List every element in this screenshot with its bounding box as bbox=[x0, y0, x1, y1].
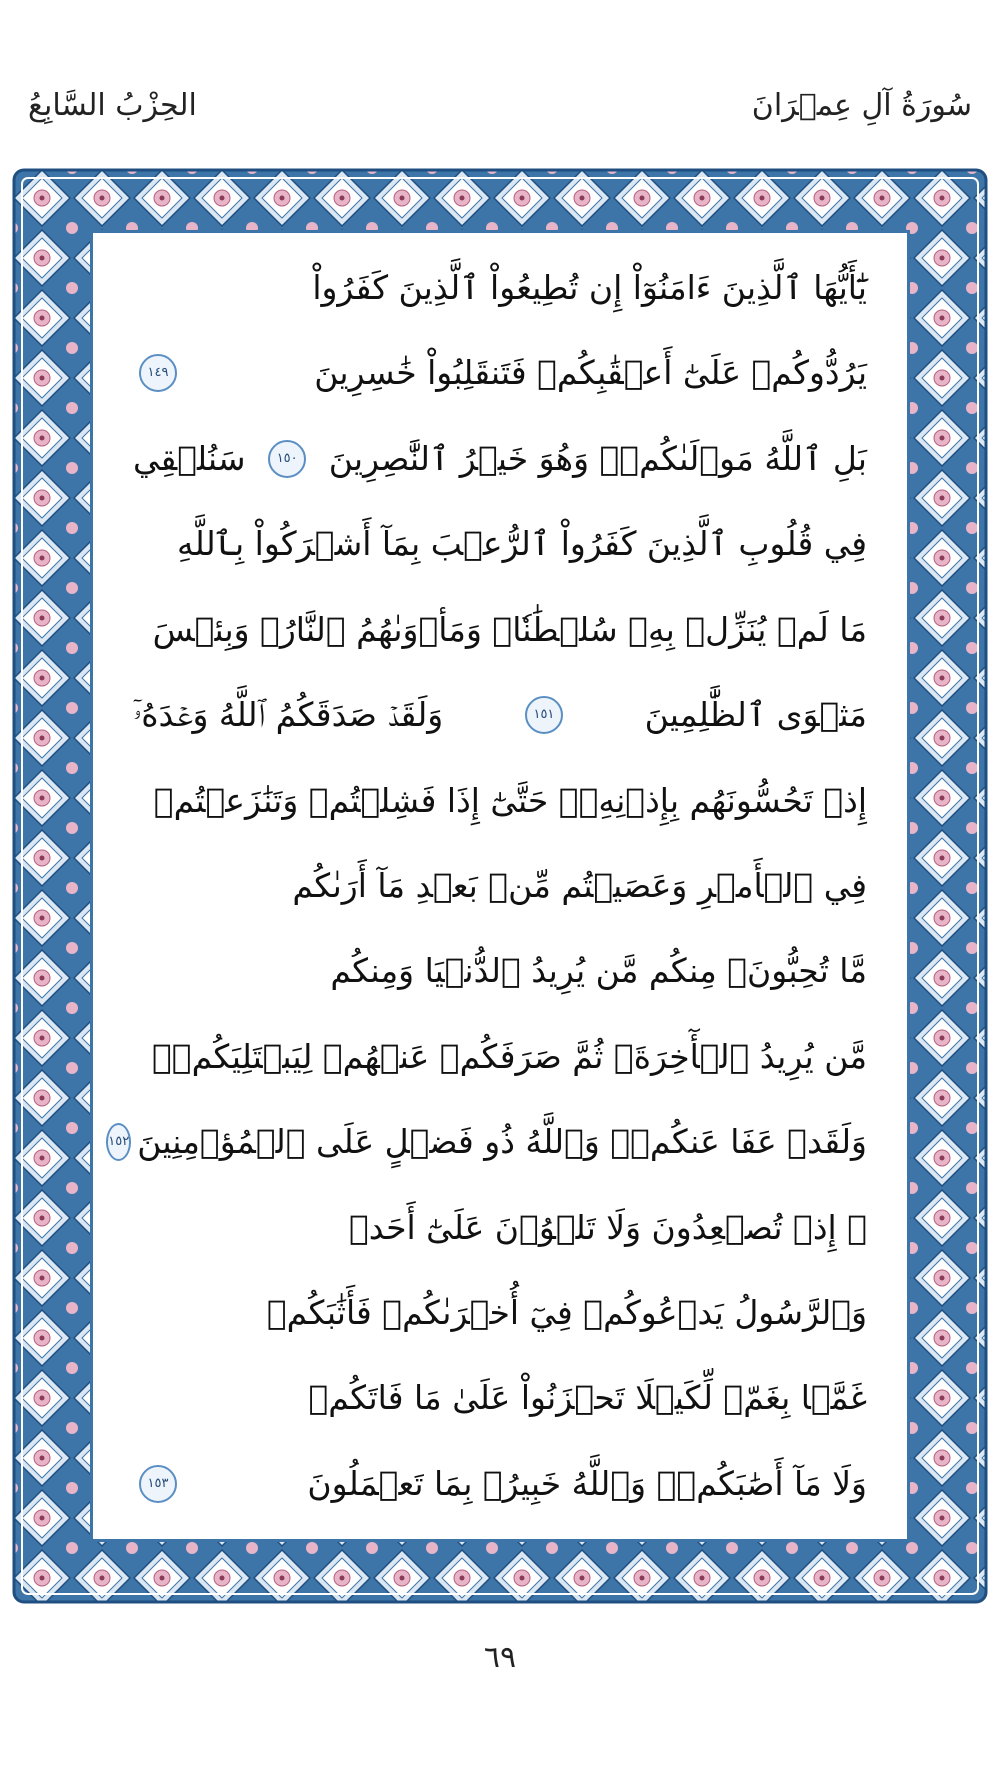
verse-line bbox=[133, 851, 867, 921]
surah-name: سُورَةُ آلِ عِمۡرَانَ bbox=[751, 88, 972, 123]
ayah-number-marker: ١٥٢ bbox=[106, 1123, 131, 1161]
verse-text: فِي قُلُوبِ ٱلَّذِينَ كَفَرُواْ ٱلرُّعۡبَ بِمَآ أَشۡرَكُواْ بِٱللَّهِ bbox=[176, 524, 867, 564]
ayah-number-marker: ١٥١ bbox=[525, 696, 563, 734]
verse-text-continued: وَلَقَدۡ صَدَقَكُمُ ٱللَّهُ وَعۡدَهُۥٓ bbox=[133, 695, 444, 735]
verse-text: يَٰٓأَيُّهَا ٱلَّذِينَ ءَامَنُوٓاْ إِن تُطِيعُواْ ٱلَّذِينَ كَفَرُواْ bbox=[312, 268, 867, 307]
verse-text: يَرُدُّوكُمۡ عَلَىٰٓ أَعۡقَٰبِكُمۡ فَتَنقَلِبُواْ خَٰسِرِينَ bbox=[314, 353, 867, 393]
verse-line bbox=[133, 680, 867, 750]
page-number: ٦٩ bbox=[483, 1640, 517, 1675]
verse-text: مَثۡوَى ٱلظَّٰلِمِينَ bbox=[644, 695, 867, 735]
verse-line bbox=[133, 253, 867, 323]
verse-line bbox=[133, 338, 867, 408]
text-panel bbox=[90, 230, 910, 1542]
verse-line bbox=[133, 595, 867, 665]
verse-text: وَٱلرَّسُولُ يَدۡعُوكُمۡ فِيٓ أُخۡرَىٰكُمۡ فَأَثَٰبَكُمۡ bbox=[266, 1293, 867, 1333]
verse-line bbox=[133, 936, 867, 1006]
verse-line bbox=[133, 766, 867, 836]
verse-text: وَلَقَدۡ عَفَا عَنكُمۡۗ وَٱللَّهُ ذُو فَضۡلٍ عَلَى ٱلۡمُؤۡمِنِينَ bbox=[137, 1122, 867, 1162]
hizb-name: الحِزْبُ السَّابِعُ bbox=[28, 88, 197, 123]
verse-text: غَمَّۢا بِغَمّٖ لِّكَيۡلَا تَحۡزَنُواْ عَلَىٰ مَا فَاتَكُمۡ bbox=[308, 1378, 867, 1418]
verse-lines bbox=[108, 253, 867, 1519]
verse-line bbox=[133, 509, 867, 579]
verse-text: بَلِ ٱللَّهُ مَوۡلَىٰكُمۡۖ وَهُوَ خَيۡرُ ٱلنَّٰصِرِينَ bbox=[328, 438, 867, 478]
verse-line bbox=[133, 1278, 867, 1348]
verse-line bbox=[108, 1107, 867, 1177]
page-header bbox=[20, 88, 980, 138]
verse-text: ۞ إِذۡ تُصۡعِدُونَ وَلَا تَلۡوُۥنَ عَلَىٰٓ أَحَدٖ bbox=[349, 1207, 867, 1247]
ayah-number-marker: ١٤٩ bbox=[139, 354, 177, 392]
verse-text: فِي ٱلۡأَمۡرِ وَعَصَيۡتُم مِّنۢ بَعۡدِ مَآ أَرَىٰكُم bbox=[292, 865, 867, 905]
verse-line bbox=[133, 1449, 867, 1519]
ayah-number-marker: ١٥٣ bbox=[139, 1465, 177, 1503]
verse-text: مَا لَمۡ يُنَزِّلۡ بِهِۦ سُلۡطَٰنٗاۖ وَمَأۡوَىٰهُمُ ٱلنَّارُۖ وَبِئۡسَ bbox=[152, 609, 867, 649]
verse-text: مَّن يُرِيدُ ٱلۡأٓخِرَةَۚ ثُمَّ صَرَفَكُمۡ عَنۡهُمۡ لِيَبۡتَلِيَكُمۡۖ bbox=[151, 1036, 867, 1076]
verse-line bbox=[133, 1363, 867, 1433]
verse-text: وَلَا مَآ أَصَٰبَكُمۡۗ وَٱللَّهُ خَبِيرُۢ بِمَا تَعۡمَلُونَ bbox=[307, 1463, 867, 1503]
verse-line bbox=[133, 1022, 867, 1092]
verse-line bbox=[133, 424, 867, 494]
verse-text: مَّا تُحِبُّونَۚ مِنكُم مَّن يُرِيدُ ٱلدُّنۡيَا وَمِنكُم bbox=[330, 951, 867, 991]
verse-line bbox=[133, 1193, 867, 1263]
verse-text-continued: سَنُلۡقِي bbox=[133, 438, 246, 478]
verse-text: إِذۡ تَحُسُّونَهُم بِإِذۡنِهِۦۖ حَتَّىٰٓ إِذَا فَشِلۡتُمۡ وَتَنَٰزَعۡتُمۡ bbox=[153, 780, 867, 820]
ornamental-frame bbox=[12, 168, 988, 1604]
ayah-number-marker: ١٥٠ bbox=[268, 440, 306, 478]
